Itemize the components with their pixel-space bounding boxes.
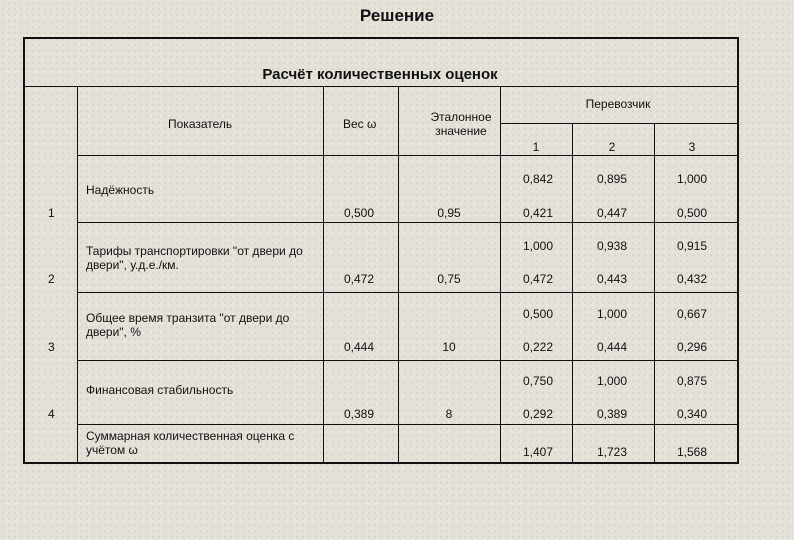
row-divider-3 bbox=[77, 360, 738, 361]
table-border-left bbox=[23, 37, 25, 464]
total-label: Суммарная количественная оценка с учётом ω bbox=[86, 429, 295, 457]
row-number: 1 bbox=[48, 206, 55, 220]
header-carrier-3: 3 bbox=[688, 140, 696, 154]
carrier-header-divider bbox=[500, 123, 738, 124]
row-number: 3 bbox=[48, 340, 55, 354]
row-weight: 0,444 bbox=[343, 340, 375, 354]
table-border-right bbox=[737, 37, 739, 464]
weighted-value: 0,292 bbox=[522, 407, 554, 421]
title-row-divider bbox=[23, 86, 738, 87]
normalized-value: 0,915 bbox=[676, 239, 708, 253]
row-weight: 0,389 bbox=[343, 407, 375, 421]
normalized-value: 0,938 bbox=[596, 239, 628, 253]
row-divider-4 bbox=[77, 424, 738, 425]
row-indicator-name: Тарифы транспортировки "от двери до двери", у.д.е./км. bbox=[86, 244, 303, 272]
page-title: Решение bbox=[359, 6, 435, 25]
weighted-value: 0,472 bbox=[522, 272, 554, 286]
weighted-value: 0,222 bbox=[522, 340, 554, 354]
weighted-value: 0,389 bbox=[596, 407, 628, 421]
weighted-value: 0,296 bbox=[676, 340, 708, 354]
header-indicator: Показатель bbox=[168, 117, 233, 131]
weighted-value: 0,432 bbox=[676, 272, 708, 286]
normalized-value: 1,000 bbox=[596, 307, 628, 321]
header-carrier: Перевозчик bbox=[585, 97, 651, 111]
row-divider-1 bbox=[77, 222, 738, 223]
col-divider-carrier-2 bbox=[654, 123, 655, 463]
col-divider-indicator bbox=[323, 86, 324, 463]
total-value: 1,407 bbox=[522, 445, 554, 459]
row-indicator-name: Надёжность bbox=[86, 183, 155, 197]
total-value: 1,568 bbox=[676, 445, 708, 459]
normalized-value: 1,000 bbox=[676, 172, 708, 186]
normalized-value: 0,895 bbox=[596, 172, 628, 186]
header-carrier-2: 2 bbox=[608, 140, 616, 154]
row-indicator-name: Общее время транзита "от двери до двери", % bbox=[86, 311, 290, 339]
header-weight: Вес ω bbox=[343, 117, 377, 131]
col-divider-carrier-1 bbox=[572, 123, 573, 463]
row-indicator-name: Финансовая стабильность bbox=[86, 383, 234, 397]
weighted-value: 0,444 bbox=[596, 340, 628, 354]
row-divider-2 bbox=[77, 292, 738, 293]
weighted-value: 0,340 bbox=[676, 407, 708, 421]
total-value: 1,723 bbox=[596, 445, 628, 459]
normalized-value: 1,000 bbox=[596, 374, 628, 388]
row-reference: 10 bbox=[442, 340, 456, 354]
table-title: Расчёт количественных оценок bbox=[262, 66, 498, 83]
col-divider-weight bbox=[398, 86, 399, 463]
normalized-value: 1,000 bbox=[522, 239, 554, 253]
col-divider-reference bbox=[500, 86, 501, 463]
table-border-bottom bbox=[23, 462, 739, 464]
row-weight: 0,500 bbox=[343, 206, 375, 220]
header-reference: Эталонное значение bbox=[430, 110, 492, 138]
row-reference: 8 bbox=[445, 407, 453, 421]
weighted-value: 0,443 bbox=[596, 272, 628, 286]
table-border-top bbox=[23, 37, 739, 39]
row-number: 2 bbox=[48, 272, 55, 286]
row-weight: 0,472 bbox=[343, 272, 375, 286]
weighted-value: 0,447 bbox=[596, 206, 628, 220]
row-number: 4 bbox=[48, 407, 55, 421]
row-reference: 0,95 bbox=[437, 206, 461, 220]
row-reference: 0,75 bbox=[437, 272, 461, 286]
normalized-value: 0,667 bbox=[676, 307, 708, 321]
weighted-value: 0,500 bbox=[676, 206, 708, 220]
col-divider-number bbox=[77, 86, 78, 463]
normalized-value: 0,750 bbox=[522, 374, 554, 388]
normalized-value: 0,875 bbox=[676, 374, 708, 388]
header-carrier-1: 1 bbox=[532, 140, 540, 154]
normalized-value: 0,842 bbox=[522, 172, 554, 186]
header-divider bbox=[77, 155, 738, 156]
normalized-value: 0,500 bbox=[522, 307, 554, 321]
weighted-value: 0,421 bbox=[522, 206, 554, 220]
